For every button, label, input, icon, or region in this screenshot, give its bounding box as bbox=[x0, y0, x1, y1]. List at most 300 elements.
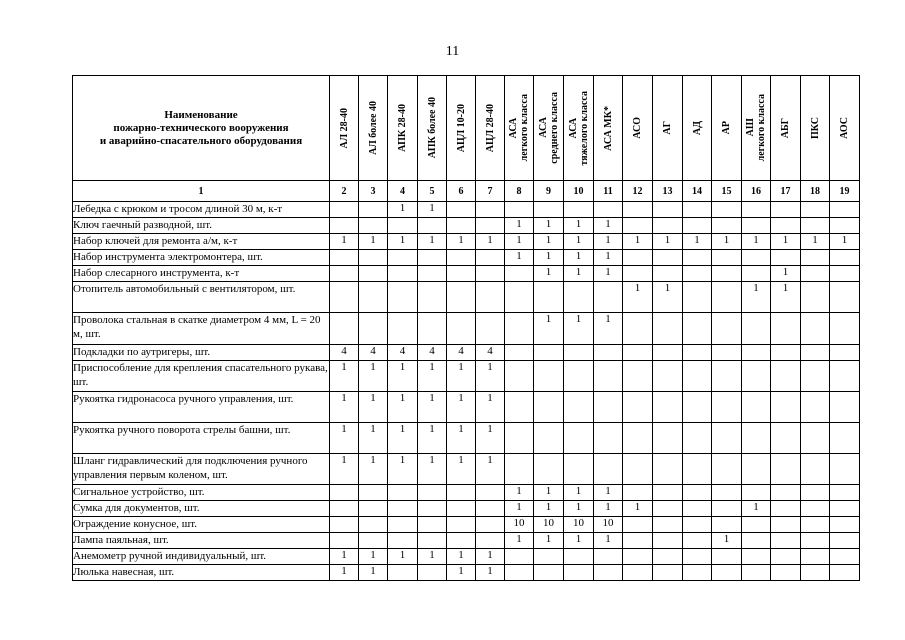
quantity-cell bbox=[683, 517, 712, 533]
quantity-cell: 1 bbox=[476, 392, 505, 423]
quantity-cell bbox=[505, 565, 534, 581]
quantity-cell: 1 bbox=[505, 250, 534, 266]
equipment-name: Сумка для документов, шт. bbox=[73, 501, 330, 517]
quantity-cell bbox=[801, 549, 830, 565]
quantity-cell: 1 bbox=[534, 250, 564, 266]
column-header bbox=[447, 76, 476, 181]
quantity-cell bbox=[830, 423, 860, 454]
quantity-cell bbox=[623, 361, 653, 392]
column-number: 13 bbox=[653, 181, 683, 202]
column-number: 6 bbox=[447, 181, 476, 202]
quantity-cell bbox=[505, 202, 534, 218]
quantity-cell bbox=[447, 485, 476, 501]
quantity-cell bbox=[830, 565, 860, 581]
quantity-cell: 1 bbox=[771, 234, 801, 250]
quantity-cell bbox=[359, 501, 388, 517]
quantity-cell bbox=[623, 423, 653, 454]
quantity-cell bbox=[742, 423, 771, 454]
table-row bbox=[73, 501, 860, 517]
quantity-cell bbox=[653, 423, 683, 454]
quantity-cell: 10 bbox=[564, 517, 594, 533]
column-number: 16 bbox=[742, 181, 771, 202]
quantity-cell bbox=[418, 218, 447, 234]
table-row bbox=[73, 218, 860, 234]
quantity-cell bbox=[653, 345, 683, 361]
column-number: 14 bbox=[683, 181, 712, 202]
quantity-cell: 1 bbox=[388, 234, 418, 250]
quantity-cell: 1 bbox=[505, 485, 534, 501]
quantity-cell: 4 bbox=[359, 345, 388, 361]
quantity-cell bbox=[742, 218, 771, 234]
quantity-cell bbox=[623, 454, 653, 485]
quantity-cell bbox=[388, 501, 418, 517]
quantity-cell: 1 bbox=[418, 202, 447, 218]
quantity-cell bbox=[742, 345, 771, 361]
quantity-cell bbox=[683, 485, 712, 501]
quantity-cell bbox=[447, 218, 476, 234]
quantity-cell bbox=[683, 266, 712, 282]
quantity-cell bbox=[388, 313, 418, 345]
quantity-cell bbox=[830, 250, 860, 266]
quantity-cell bbox=[330, 533, 359, 549]
quantity-cell: 1 bbox=[653, 234, 683, 250]
name-header-line: и аварийно-спасательного оборудования bbox=[99, 134, 303, 147]
quantity-cell bbox=[564, 549, 594, 565]
quantity-cell bbox=[359, 282, 388, 313]
quantity-cell: 1 bbox=[623, 501, 653, 517]
table-row bbox=[73, 202, 860, 218]
column-header bbox=[623, 76, 653, 181]
quantity-cell: 1 bbox=[594, 250, 623, 266]
quantity-cell bbox=[418, 313, 447, 345]
quantity-cell bbox=[801, 313, 830, 345]
quantity-cell bbox=[683, 218, 712, 234]
quantity-cell bbox=[683, 533, 712, 549]
quantity-cell bbox=[683, 313, 712, 345]
quantity-cell bbox=[476, 266, 505, 282]
quantity-cell: 1 bbox=[359, 361, 388, 392]
column-header bbox=[712, 76, 742, 181]
quantity-cell bbox=[359, 533, 388, 549]
quantity-cell: 1 bbox=[564, 266, 594, 282]
quantity-cell bbox=[653, 361, 683, 392]
quantity-cell bbox=[683, 392, 712, 423]
quantity-cell bbox=[476, 202, 505, 218]
quantity-cell bbox=[359, 266, 388, 282]
quantity-cell bbox=[594, 454, 623, 485]
column-header-label: АЦЛ 10-20 bbox=[455, 103, 467, 153]
column-header-label: АСО bbox=[632, 117, 643, 139]
quantity-cell bbox=[447, 517, 476, 533]
quantity-cell bbox=[712, 218, 742, 234]
quantity-cell: 1 bbox=[683, 234, 712, 250]
quantity-cell: 1 bbox=[330, 361, 359, 392]
quantity-cell bbox=[830, 533, 860, 549]
quantity-cell: 1 bbox=[534, 501, 564, 517]
quantity-cell bbox=[505, 266, 534, 282]
quantity-cell bbox=[712, 313, 742, 345]
quantity-cell bbox=[564, 345, 594, 361]
header-row bbox=[73, 76, 860, 181]
column-header-label: АСА МК* bbox=[602, 105, 614, 151]
quantity-cell bbox=[594, 423, 623, 454]
quantity-cell bbox=[447, 313, 476, 345]
column-header bbox=[476, 76, 505, 181]
quantity-cell bbox=[771, 549, 801, 565]
quantity-cell bbox=[447, 202, 476, 218]
quantity-cell bbox=[534, 392, 564, 423]
quantity-cell bbox=[564, 392, 594, 423]
quantity-cell bbox=[712, 361, 742, 392]
equipment-name: Шланг гидравлический для подключения ручного управления первым коленом, шт. bbox=[73, 454, 330, 485]
quantity-cell bbox=[534, 282, 564, 313]
quantity-cell bbox=[418, 533, 447, 549]
column-header bbox=[359, 76, 388, 181]
column-header bbox=[594, 76, 623, 181]
quantity-cell bbox=[771, 392, 801, 423]
column-number: 8 bbox=[505, 181, 534, 202]
quantity-cell bbox=[653, 313, 683, 345]
quantity-cell bbox=[801, 202, 830, 218]
quantity-cell: 1 bbox=[564, 485, 594, 501]
column-header-label: АСА легкого класса bbox=[508, 94, 530, 162]
quantity-cell bbox=[623, 549, 653, 565]
column-header-label: АПК более 40 bbox=[426, 97, 438, 159]
quantity-cell bbox=[476, 517, 505, 533]
quantity-cell bbox=[476, 501, 505, 517]
quantity-cell bbox=[653, 392, 683, 423]
quantity-cell bbox=[505, 282, 534, 313]
quantity-cell bbox=[683, 454, 712, 485]
quantity-cell bbox=[683, 361, 712, 392]
column-header bbox=[330, 76, 359, 181]
quantity-cell bbox=[418, 517, 447, 533]
quantity-cell bbox=[830, 517, 860, 533]
quantity-cell: 1 bbox=[801, 234, 830, 250]
quantity-cell: 1 bbox=[418, 361, 447, 392]
quantity-cell: 1 bbox=[594, 266, 623, 282]
quantity-cell bbox=[742, 266, 771, 282]
quantity-cell bbox=[564, 423, 594, 454]
quantity-cell: 1 bbox=[418, 549, 447, 565]
quantity-cell: 1 bbox=[447, 454, 476, 485]
quantity-cell: 1 bbox=[505, 533, 534, 549]
quantity-cell: 1 bbox=[330, 454, 359, 485]
quantity-cell: 1 bbox=[594, 485, 623, 501]
quantity-cell bbox=[830, 392, 860, 423]
column-header-label: АД bbox=[691, 120, 703, 136]
column-header bbox=[683, 76, 712, 181]
column-header-label: АЛ более 40 bbox=[367, 101, 379, 155]
quantity-cell bbox=[683, 501, 712, 517]
quantity-cell: 1 bbox=[830, 234, 860, 250]
quantity-cell bbox=[388, 266, 418, 282]
quantity-cell: 1 bbox=[447, 234, 476, 250]
table-row bbox=[73, 549, 860, 565]
table-row bbox=[73, 266, 860, 282]
quantity-cell bbox=[712, 282, 742, 313]
quantity-cell bbox=[653, 485, 683, 501]
quantity-cell: 1 bbox=[388, 361, 418, 392]
quantity-cell bbox=[623, 202, 653, 218]
quantity-cell: 1 bbox=[359, 423, 388, 454]
table-row bbox=[73, 454, 860, 485]
column-header-label: АГ bbox=[662, 121, 673, 135]
quantity-cell: 1 bbox=[447, 392, 476, 423]
quantity-cell bbox=[712, 454, 742, 485]
quantity-cell: 1 bbox=[359, 234, 388, 250]
table-row bbox=[73, 250, 860, 266]
quantity-cell bbox=[564, 361, 594, 392]
column-header-label: АПК 28-40 bbox=[397, 104, 408, 152]
quantity-cell: 1 bbox=[564, 218, 594, 234]
quantity-cell bbox=[623, 250, 653, 266]
quantity-cell bbox=[505, 313, 534, 345]
quantity-cell bbox=[388, 485, 418, 501]
quantity-cell: 1 bbox=[594, 218, 623, 234]
quantity-cell bbox=[742, 485, 771, 501]
name-header-line: Наименование bbox=[164, 108, 238, 121]
quantity-cell bbox=[653, 454, 683, 485]
quantity-cell bbox=[388, 565, 418, 581]
quantity-cell: 1 bbox=[388, 549, 418, 565]
quantity-cell bbox=[801, 517, 830, 533]
quantity-cell: 1 bbox=[594, 501, 623, 517]
quantity-cell bbox=[388, 517, 418, 533]
quantity-cell bbox=[830, 485, 860, 501]
column-number: 1 bbox=[73, 181, 330, 202]
quantity-cell bbox=[623, 218, 653, 234]
quantity-cell: 1 bbox=[388, 423, 418, 454]
column-number: 10 bbox=[564, 181, 594, 202]
column-header bbox=[653, 76, 683, 181]
quantity-cell bbox=[771, 533, 801, 549]
equipment-name: Подкладки по аутригеры, шт. bbox=[73, 345, 330, 361]
quantity-cell bbox=[801, 250, 830, 266]
quantity-cell bbox=[712, 565, 742, 581]
quantity-cell bbox=[359, 313, 388, 345]
quantity-cell: 1 bbox=[388, 454, 418, 485]
quantity-cell: 1 bbox=[564, 234, 594, 250]
quantity-cell: 1 bbox=[418, 423, 447, 454]
quantity-cell bbox=[742, 565, 771, 581]
quantity-cell bbox=[712, 345, 742, 361]
table-row bbox=[73, 345, 860, 361]
quantity-cell bbox=[712, 266, 742, 282]
quantity-cell bbox=[388, 533, 418, 549]
quantity-cell: 1 bbox=[476, 423, 505, 454]
quantity-cell: 1 bbox=[564, 501, 594, 517]
quantity-cell: 1 bbox=[534, 234, 564, 250]
quantity-cell bbox=[771, 361, 801, 392]
quantity-cell bbox=[830, 454, 860, 485]
quantity-cell bbox=[712, 202, 742, 218]
quantity-cell bbox=[330, 501, 359, 517]
column-header-label: ПКС bbox=[809, 116, 821, 139]
quantity-cell bbox=[683, 282, 712, 313]
quantity-cell bbox=[742, 533, 771, 549]
quantity-cell bbox=[623, 517, 653, 533]
quantity-cell bbox=[712, 517, 742, 533]
quantity-cell bbox=[330, 313, 359, 345]
quantity-cell bbox=[830, 266, 860, 282]
quantity-cell bbox=[447, 282, 476, 313]
quantity-cell bbox=[830, 501, 860, 517]
quantity-cell: 1 bbox=[447, 549, 476, 565]
column-header-label: АШ легкого класса bbox=[745, 94, 767, 162]
equipment-table bbox=[72, 75, 860, 581]
quantity-cell: 1 bbox=[534, 266, 564, 282]
quantity-cell: 1 bbox=[564, 313, 594, 345]
quantity-cell: 1 bbox=[594, 313, 623, 345]
quantity-cell bbox=[712, 501, 742, 517]
quantity-cell bbox=[623, 313, 653, 345]
quantity-cell bbox=[594, 282, 623, 313]
quantity-cell: 4 bbox=[447, 345, 476, 361]
quantity-cell bbox=[771, 565, 801, 581]
column-header-label: АСА среднего класса bbox=[537, 92, 560, 164]
quantity-cell bbox=[683, 250, 712, 266]
column-number: 9 bbox=[534, 181, 564, 202]
equipment-name: Набор ключей для ремонта а/м, к-т bbox=[73, 234, 330, 250]
quantity-cell bbox=[830, 313, 860, 345]
quantity-cell bbox=[418, 565, 447, 581]
quantity-cell bbox=[359, 485, 388, 501]
column-number: 7 bbox=[476, 181, 505, 202]
column-header bbox=[771, 76, 801, 181]
quantity-cell bbox=[418, 282, 447, 313]
quantity-cell bbox=[594, 202, 623, 218]
quantity-cell: 1 bbox=[476, 549, 505, 565]
column-header-label: АР bbox=[721, 121, 732, 135]
quantity-cell bbox=[534, 454, 564, 485]
quantity-cell: 1 bbox=[594, 234, 623, 250]
quantity-cell: 4 bbox=[388, 345, 418, 361]
quantity-cell bbox=[534, 361, 564, 392]
quantity-cell bbox=[653, 266, 683, 282]
quantity-cell bbox=[771, 202, 801, 218]
quantity-cell bbox=[594, 361, 623, 392]
quantity-cell: 1 bbox=[447, 361, 476, 392]
quantity-cell bbox=[505, 423, 534, 454]
quantity-cell bbox=[712, 549, 742, 565]
column-number: 11 bbox=[594, 181, 623, 202]
quantity-cell bbox=[653, 565, 683, 581]
quantity-cell: 4 bbox=[476, 345, 505, 361]
quantity-cell bbox=[505, 345, 534, 361]
quantity-cell: 1 bbox=[447, 565, 476, 581]
quantity-cell: 1 bbox=[742, 234, 771, 250]
quantity-cell: 1 bbox=[330, 234, 359, 250]
quantity-cell bbox=[418, 485, 447, 501]
quantity-cell bbox=[653, 533, 683, 549]
quantity-cell bbox=[564, 202, 594, 218]
column-header bbox=[830, 76, 860, 181]
quantity-cell bbox=[623, 485, 653, 501]
column-header-label: АБГ bbox=[780, 117, 791, 139]
quantity-cell bbox=[830, 282, 860, 313]
quantity-cell: 1 bbox=[623, 282, 653, 313]
name-column-header bbox=[73, 76, 330, 181]
quantity-cell bbox=[801, 423, 830, 454]
table-row bbox=[73, 392, 860, 423]
quantity-cell bbox=[712, 485, 742, 501]
quantity-cell: 1 bbox=[771, 282, 801, 313]
quantity-cell bbox=[771, 454, 801, 485]
column-number: 12 bbox=[623, 181, 653, 202]
column-number: 5 bbox=[418, 181, 447, 202]
equipment-name: Ключ гаечный разводной, шт. bbox=[73, 218, 330, 234]
quantity-cell bbox=[771, 250, 801, 266]
quantity-cell bbox=[476, 533, 505, 549]
quantity-cell bbox=[447, 533, 476, 549]
quantity-cell bbox=[447, 250, 476, 266]
quantity-cell bbox=[742, 517, 771, 533]
quantity-cell bbox=[742, 313, 771, 345]
quantity-cell bbox=[771, 218, 801, 234]
quantity-cell bbox=[742, 250, 771, 266]
quantity-cell bbox=[653, 501, 683, 517]
quantity-cell bbox=[771, 345, 801, 361]
column-header-label: АСА тяжелого класса bbox=[567, 90, 590, 166]
quantity-cell bbox=[534, 423, 564, 454]
quantity-cell bbox=[330, 266, 359, 282]
column-header-label: АЦЛ 28-40 bbox=[484, 103, 496, 153]
quantity-cell: 1 bbox=[330, 392, 359, 423]
quantity-cell bbox=[801, 454, 830, 485]
page-number: 11 bbox=[445, 44, 460, 59]
quantity-cell bbox=[771, 485, 801, 501]
quantity-cell bbox=[712, 423, 742, 454]
quantity-cell: 1 bbox=[330, 565, 359, 581]
quantity-cell: 1 bbox=[623, 234, 653, 250]
quantity-cell bbox=[771, 423, 801, 454]
quantity-cell bbox=[830, 345, 860, 361]
column-header-label: АОС bbox=[839, 117, 850, 139]
quantity-cell: 1 bbox=[564, 250, 594, 266]
quantity-cell bbox=[534, 202, 564, 218]
equipment-name: Люлька навесная, шт. bbox=[73, 565, 330, 581]
quantity-cell bbox=[359, 250, 388, 266]
column-number: 15 bbox=[712, 181, 742, 202]
quantity-cell bbox=[418, 250, 447, 266]
quantity-cell bbox=[623, 533, 653, 549]
quantity-cell bbox=[505, 454, 534, 485]
quantity-cell bbox=[683, 565, 712, 581]
table-row bbox=[73, 282, 860, 313]
quantity-cell bbox=[623, 266, 653, 282]
quantity-cell: 1 bbox=[418, 454, 447, 485]
column-header bbox=[534, 76, 564, 181]
equipment-name: Рукоятка ручного поворота стрелы башни, шт. bbox=[73, 423, 330, 454]
column-number: 19 bbox=[830, 181, 860, 202]
name-header-line: пожарно-технического вооружения bbox=[113, 121, 289, 134]
quantity-cell bbox=[359, 218, 388, 234]
quantity-cell: 4 bbox=[418, 345, 447, 361]
equipment-name: Сигнальное устройство, шт. bbox=[73, 485, 330, 501]
quantity-cell: 1 bbox=[712, 234, 742, 250]
quantity-cell bbox=[594, 345, 623, 361]
quantity-cell bbox=[653, 202, 683, 218]
quantity-cell bbox=[623, 565, 653, 581]
quantity-cell bbox=[771, 501, 801, 517]
equipment-name: Набор слесарного инструмента, к-т bbox=[73, 266, 330, 282]
quantity-cell bbox=[742, 361, 771, 392]
quantity-cell: 10 bbox=[505, 517, 534, 533]
quantity-cell bbox=[830, 361, 860, 392]
quantity-cell: 1 bbox=[388, 392, 418, 423]
quantity-cell bbox=[801, 392, 830, 423]
